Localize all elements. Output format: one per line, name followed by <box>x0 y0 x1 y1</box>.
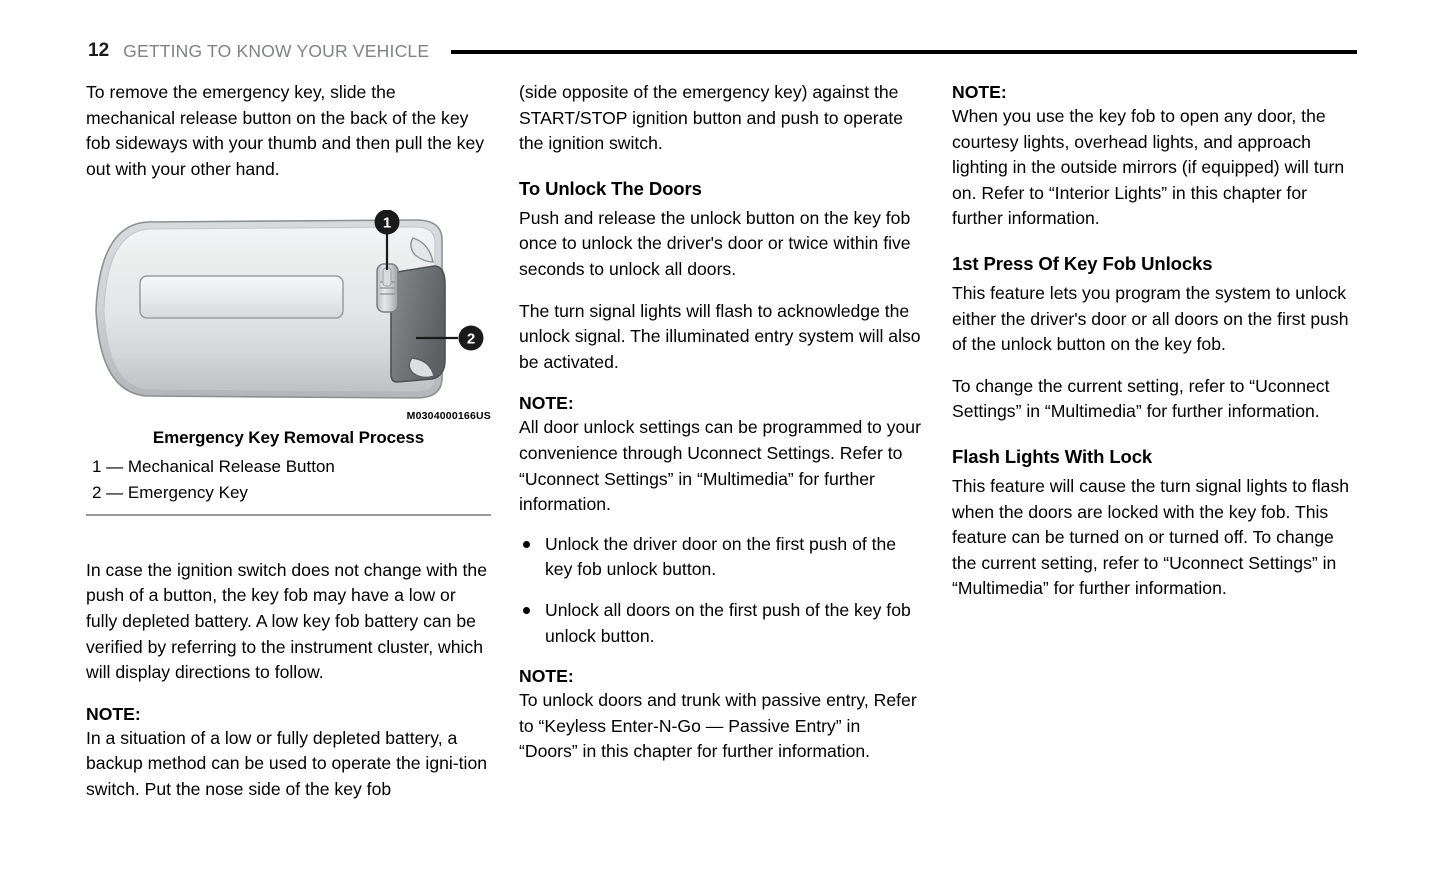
list-unlock-options <box>519 532 921 649</box>
heading-1st-press-of-key-fob-unlocks: 1st Press Of Key Fob Unlocks <box>952 252 1213 274</box>
paragraph-flash-lights-feature: This feature will cause the turn signal lights to flash when the doors are locked with the key fob. This feature can be turned on or turned off. To change the current setting, refer to “Uconnect Settings” in “Multimedia” for further information. <box>952 475 1350 599</box>
paragraph-ignition-switch-battery: In case the ignition switch does not change with the push of a button, the key fob may have a low or fully depleted battery. A low key fob battery can be verified by referring to the instrument cluster, which will display directions to follow. <box>86 559 487 683</box>
paragraph-first-press-feature: This feature lets you program the system to unlock either the driver's door or all doors on the first push of the unlock button on the key fob. <box>952 282 1349 355</box>
note-label: NOTE: <box>519 666 574 687</box>
bullet-dot-icon <box>523 541 530 548</box>
note-passive-entry <box>519 664 921 765</box>
figure-emergency-key-removal <box>86 210 491 516</box>
paragraph-continued-ignition: (side opposite of the emergency key) against the START/STOP ignition button and push to operate the ignition switch. <box>519 82 904 154</box>
note-body: To unlock doors and trunk with passive entry, Refer to “Keyless Enter-N-Go — Passive Entry” in “Doors” in this chapter for further information. <box>519 690 917 762</box>
note-label: NOTE: <box>952 82 1007 102</box>
key-fob-svg <box>86 210 491 415</box>
note-low-battery-backup <box>86 702 488 803</box>
page-number: 12 <box>88 40 110 61</box>
callout-1-number: 1 <box>382 214 392 232</box>
note-body: All door unlock settings can be programmed to your convenience through Uconnect Settings. Refer to “Uconnect Settings” in “Multimedia” for further information. <box>519 417 921 515</box>
paragraph-turn-signal-flash: The turn signal lights will flash to acknowledge the unlock signal. The illuminated entry system will also be activated. <box>519 300 921 372</box>
figure-spacer <box>86 516 488 558</box>
figure-legend <box>86 454 491 506</box>
key-fob-illustration <box>86 210 491 423</box>
list-item-label: Unlock the driver door on the first push of the key fob unlock button. <box>545 533 897 580</box>
list-item <box>519 532 921 583</box>
note-body: In a situation of a low or fully depleted battery, a backup method can be used to operate the igni-tion switch. Put the nose side of the key fob <box>86 727 488 800</box>
column-3 <box>952 80 1354 618</box>
column-2 <box>519 80 921 779</box>
legend-item-2: 2 — Emergency Key <box>92 483 248 503</box>
paragraph-push-release-unlock: Push and release the unlock button on the key fob once to unlock the driver's door or twice within five seconds to unlock all doors. <box>519 207 911 279</box>
heading-to-unlock-the-doors: To Unlock The Doors <box>519 177 702 199</box>
figure-caption: Emergency Key Removal Process <box>152 428 425 448</box>
note-label: NOTE: <box>519 393 574 414</box>
figure-divider-rule <box>86 514 491 516</box>
note-courtesy-lights <box>952 80 1354 232</box>
legend-item-1: 1 — Mechanical Release Button <box>92 457 335 477</box>
note-label: NOTE: <box>86 703 141 724</box>
fob-button-panel <box>140 276 343 318</box>
header-rule <box>451 50 1357 54</box>
page-columns <box>0 80 1445 870</box>
callout-2-number: 2 <box>466 330 476 348</box>
figure-code: M0304000166US <box>406 410 491 423</box>
note-door-unlock-settings <box>519 391 921 517</box>
heading-flash-lights-with-lock: Flash Lights With Lock <box>952 445 1153 467</box>
column-1 <box>86 80 491 817</box>
list-item-label: Unlock all doors on the first push of the key fob unlock button. <box>545 599 911 646</box>
chapter-title: GETTING TO KNOW YOUR VEHICLE <box>123 40 430 61</box>
paragraph-remove-emergency-key: To remove the emergency key, slide the mechanical release button on the back of the key fob sideways with your thumb and then pull the key out with your other hand. <box>86 82 485 179</box>
bullet-dot-icon <box>523 607 530 614</box>
page-header <box>88 38 1357 64</box>
list-item <box>519 598 921 649</box>
note-body: When you use the key fob to open any door, the courtesy lights, overhead lights, and approach lighting in the outside mirrors (if equipped) will turn on. Refer to “Interior Lights” in this chapter for further information. <box>952 106 1345 229</box>
paragraph-first-press-change-setting: To change the current setting, refer to “Uconnect Settings” in “Multimedia” for further information. <box>952 375 1330 422</box>
